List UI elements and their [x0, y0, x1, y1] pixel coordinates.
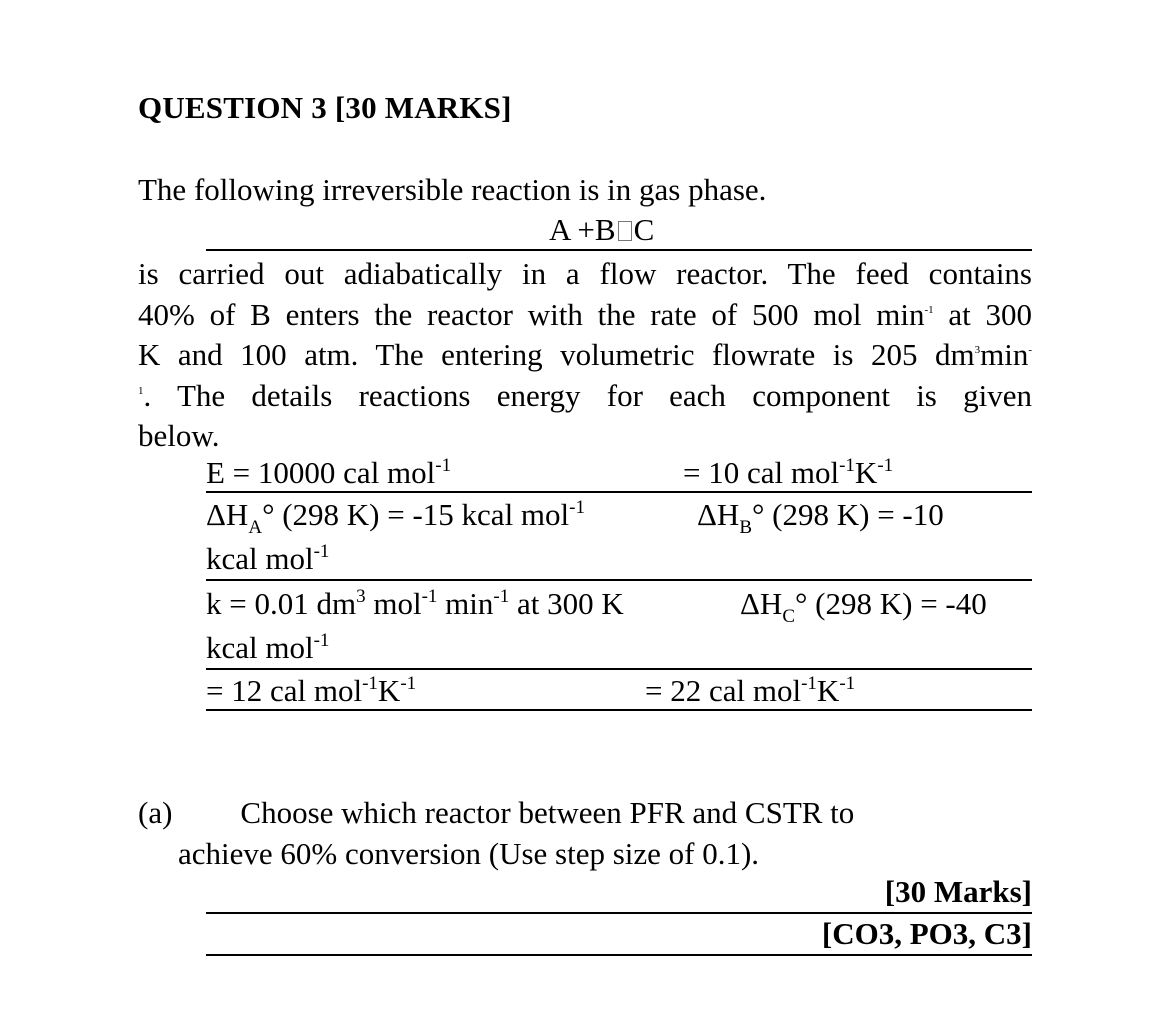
superscript: -1	[313, 541, 330, 562]
outcomes-underline	[206, 954, 1032, 956]
course-outcomes-label: [CO3, PO3, C3]	[821, 916, 1032, 951]
marks-underline	[206, 912, 1032, 914]
superscript: 3	[356, 586, 366, 607]
superscript: -1	[435, 455, 452, 476]
superscript: 1	[138, 384, 144, 397]
text: = 12 cal mol	[206, 673, 363, 708]
superscript: -1	[421, 586, 438, 607]
paragraph-line-3	[138, 335, 1032, 376]
superscript: -1	[839, 673, 856, 694]
intro-sentence: The following irreversible reaction is in gas phase.	[138, 172, 767, 207]
subscript: C	[782, 606, 796, 627]
reaction-reactants: A +B	[549, 212, 616, 247]
text: ΔH	[206, 497, 249, 532]
text: K	[816, 673, 840, 708]
superscript: -1	[569, 497, 585, 518]
table-row-4-right	[645, 673, 855, 709]
reaction-product: C	[633, 212, 655, 247]
problem-paragraph	[138, 254, 1032, 457]
text: ° (298 K) = -40	[795, 586, 987, 621]
table-row-3-continuation	[206, 630, 329, 666]
superscript: -1	[313, 630, 330, 651]
paragraph-line-4	[138, 376, 1032, 417]
table-rule-1	[206, 491, 1032, 493]
text: ΔH	[740, 586, 783, 621]
table-row-2-continuation	[206, 541, 329, 577]
text: K	[854, 455, 878, 490]
table-rule-2	[206, 579, 1032, 581]
text: = 22 cal mol	[645, 673, 802, 708]
subscript: B	[739, 517, 753, 538]
text: E = 10000 cal mol	[206, 455, 436, 490]
text: kcal mol	[206, 630, 314, 665]
reaction-equation	[549, 212, 654, 248]
superscript: -	[1028, 344, 1032, 356]
marks-label: [30 Marks]	[884, 874, 1032, 909]
text: K and 100 atm. The entering volumetric flowrate is 205 dm	[138, 337, 975, 372]
table-row-4-left	[206, 673, 416, 709]
text: at 300 K	[509, 586, 624, 621]
text: = 10 cal mol	[683, 455, 840, 490]
table-row-1-left	[206, 455, 451, 491]
superscript: -1	[801, 673, 817, 694]
reaction-arrow-missing-glyph-icon	[618, 221, 632, 241]
part-a-text-line-2: achieve 60% conversion (Use step size of 0.1).	[178, 836, 760, 871]
text: min	[980, 337, 1029, 372]
paragraph-line-2	[138, 295, 1032, 336]
paragraph-line-5: below.	[138, 418, 220, 453]
superscript: -1	[839, 455, 855, 476]
table-row-1-right	[683, 455, 893, 491]
text: K	[377, 673, 401, 708]
superscript: -1	[400, 673, 417, 694]
part-a-text-line-1: Choose which reactor between PFR and CSTR to	[240, 795, 855, 830]
part-a-label: (a)	[138, 795, 173, 830]
text: 40% of B enters the reactor with the rate of 500 mol min	[138, 296, 925, 332]
text: ° (298 K) = -15 kcal mol	[262, 497, 570, 532]
text: ΔH	[697, 497, 740, 532]
paragraph-line-1: is carried out adiabatically in a flow reactor. The feed contains	[138, 256, 1032, 291]
subscript: A	[248, 517, 263, 538]
superscript: 3	[974, 344, 981, 356]
text: ° (298 K) = -10	[752, 497, 944, 532]
superscript: -1	[877, 455, 894, 476]
text: mol	[365, 586, 422, 621]
text: . The details reactions energy for each component is given	[143, 377, 1032, 413]
question-title: QUESTION 3 [30 MARKS]	[138, 90, 512, 125]
table-row-3-left	[206, 586, 624, 622]
reaction-underline	[206, 249, 1032, 251]
table-row-3-right	[740, 586, 987, 627]
superscript: -1	[924, 303, 934, 316]
part-a-first-line	[138, 795, 854, 831]
table-row-2-right	[697, 497, 944, 538]
table-rule-3	[206, 668, 1032, 670]
text: kcal mol	[206, 541, 314, 576]
text: min	[437, 586, 494, 621]
superscript: -1	[493, 586, 510, 607]
text: k = 0.01 dm	[206, 586, 357, 621]
text: at 300	[933, 296, 1032, 332]
table-rule-4	[206, 709, 1032, 711]
superscript: -1	[362, 673, 378, 694]
table-row-2-left	[206, 497, 585, 538]
